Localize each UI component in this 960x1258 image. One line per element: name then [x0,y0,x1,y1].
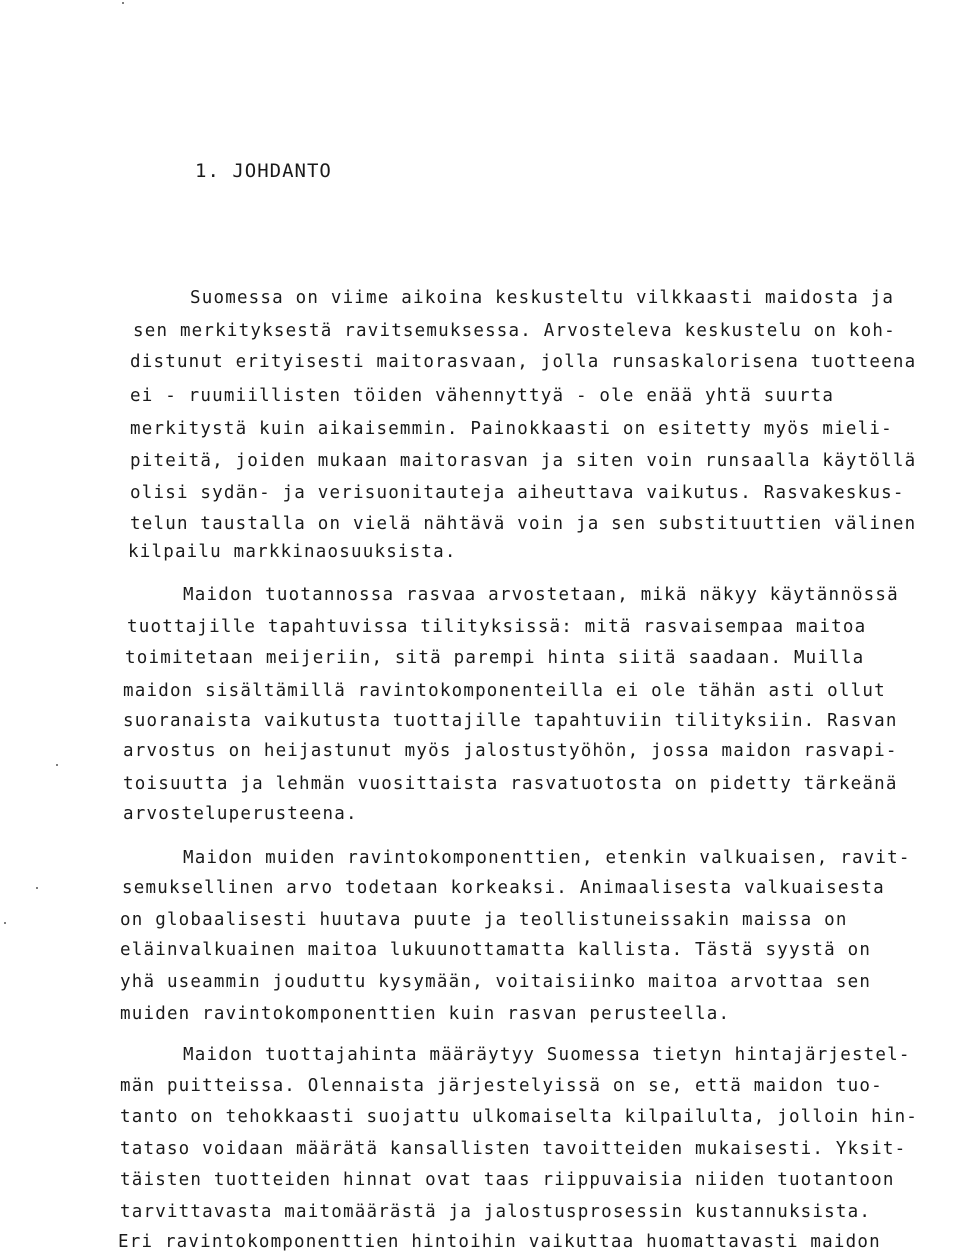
text-line: toisuutta ja lehmän vuosittaista rasvatuotosta on pidetty tärkeänä [123,774,898,794]
text-line: Maidon muiden ravintokomponenttien, etenkin valkuaisen, ravit- [183,848,911,868]
text-line: olisi sydän- ja verisuonitauteja aiheuttava vaikutus. Rasvakeskus- [130,483,905,503]
text-line: arvostus on heijastunut myös jalostustyöhön, jossa maidon rasvapi- [123,741,898,761]
text-line: Suomessa on viime aikoina keskusteltu vilkkaasti maidosta ja [190,288,895,308]
text-line: on globaalisesti huutava puute ja teollistuneissakin maissa on [120,910,848,930]
text-line: maidon sisältämillä ravintokomponenteilla ei ole tähän asti ollut [123,681,886,701]
text-line: tanto on tehokkaasti suojattu ulkomaiselta kilpailulta, jolloin hin- [120,1107,919,1127]
scan-speck [36,887,38,889]
text-line: distunut erityisesti maitorasvaan, jolla runsaskalorisena tuotteena [130,352,917,372]
text-line: toimitetaan meijeriin, sitä parempi hinta siitä saadaan. Muilla [125,648,865,668]
scan-speck [122,2,124,4]
text-line: Maidon tuottajahinta määräytyy Suomessa tietyn hintajärjestel- [183,1045,911,1065]
text-line: muiden ravintokomponenttien kuin rasvan perusteella. [120,1004,731,1024]
text-line: sen merkityksestä ravitsemuksessa. Arvosteleva keskustelu on koh- [133,321,896,341]
text-line: tarvittavasta maitomäärästä ja jalostusprosessin kustannuksista. [120,1202,872,1222]
text-line: Eri ravintokomponenttien hintoihin vaikuttaa huomattavasti maidon [118,1232,881,1252]
text-line: merkitystä kuin aikaisemmin. Painokkaasti on esitetty myös mieli- [130,419,893,439]
text-line: eläinvalkuainen maitoa lukuunottamatta kallista. Tästä syystä on [120,940,872,960]
text-line: tataso voidaan määrätä kansallisten tavoitteiden mukaisesti. Yksit- [120,1139,907,1159]
chapter-heading: 1. JOHDANTO [195,160,332,182]
text-line: Maidon tuotannossa rasvaa arvostetaan, mikä näkyy käytännössä [183,585,899,605]
text-line: ei - ruumiillisten töiden vähennyttyä - ole enää yhtä suurta [130,386,835,406]
text-line: kilpailu markkinaosuuksista. [128,542,457,562]
text-line: telun taustalla on vielä nähtävä voin ja sen substituuttien välinen [130,514,917,534]
text-line: tuottajille tapahtuvissa tilityksissä: mitä rasvaisempaa maitoa [127,617,867,637]
text-line: yhä useammin jouduttu kysymään, voitaisiinko maitoa arvottaa sen [120,972,872,992]
text-line: män puitteissa. Olennaista järjestelyissä on se, että maidon tuo- [120,1076,883,1096]
text-line: täisten tuotteiden hinnat ovat taas riippuvaisia niiden tuotantoon [120,1170,895,1190]
scan-speck [4,922,6,924]
scan-speck [56,764,58,766]
text-line: piteitä, joiden mukaan maitorasvan ja siten voin runsaalla käytöllä [130,451,917,471]
text-line: suoranaista vaikutusta tuottajille tapahtuviin tilityksiin. Rasvan [123,711,898,731]
text-line: semuksellinen arvo todetaan korkeaksi. Animaalisesta valkuaisesta [122,878,885,898]
text-line: arvosteluperusteena. [123,804,358,824]
